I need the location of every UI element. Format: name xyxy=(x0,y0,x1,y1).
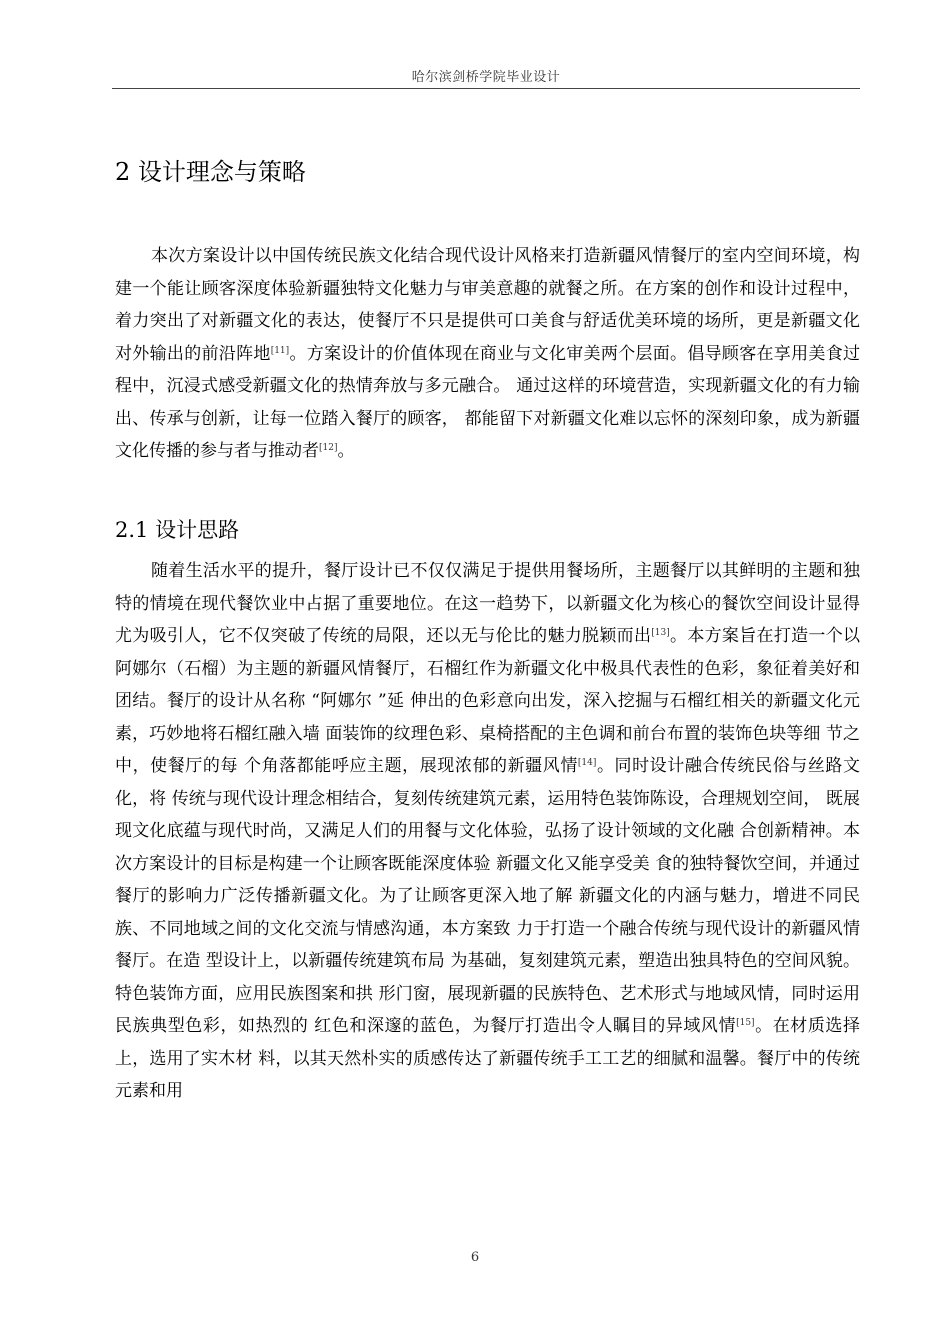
citation-ref: [11] xyxy=(270,345,290,356)
paragraph-text: 。 xyxy=(337,441,355,461)
section-heading: 2.1 设计思路 xyxy=(115,518,240,542)
citation-ref: [13] xyxy=(651,628,670,638)
paragraph-text: 。方案设计的价值体现在商业与文化审美两个层面。倡导顾客在享用美食过程中，沉浸式感受新疆文化的热情奔放与多元融合。 通过这样的环境营造，实现新疆文化的有力输出、传承与创新，让每一位踏入餐厅的顾客， 都能留下对新疆文化难以忘怀的深刻印象，成为新疆文化传播的参与者与推动者 xyxy=(115,343,861,461)
body-paragraph xyxy=(115,240,860,468)
citation-ref: [12] xyxy=(319,443,338,453)
paragraph-text: 。本方案旨在打造一个以阿娜尔（石榴）为主题的新疆风情餐厅，石榴红作为新疆文化中极具代表性的色彩，象征着美好和团结。餐厅的设计从名称 “阿娜尔 ”延 伸出的色彩意向出发，深入挖掘与石榴红相关的新疆文化元素，巧妙地将石榴红融入墙 面装饰的纹理色彩、桌椅搭配的主色调和前台布置的装饰色块等细 节之中，使餐厅的每 个角落都能呼应主题，展现浓郁的新疆风情 xyxy=(115,626,861,776)
page-number: 6 xyxy=(470,1250,480,1265)
citation-ref: [14] xyxy=(577,758,597,768)
citation-ref: [15] xyxy=(736,1018,755,1028)
chapter-heading: 2 设计理念与策略 xyxy=(115,158,306,186)
paragraph-text: 。同时设计融合传统民俗与丝路文化，将 传统与现代设计理念相结合，复刻传统建筑元素，运用特色装饰陈设，合理规划空间， 既展现文化底蕴与现代时尚，又满足人们的用餐与文化体验，弘扬了设计领域的文化融 合创新精神。本次方案设计的目标是构建一个让顾客既能深度体验 新疆文化又能享受美 食的独特餐饮空间，并通过餐厅的影响力广泛传播新疆文化。为了让顾客更深入地了解 新疆文化的内涵与魅力，增进不同民族、不同地域之间的文化交流与情感沟通，本方案致 力于打造一个融合传统与现代设计的新疆风情餐厅。在造 型设计上，以新疆传统建筑布局 为基础，复刻建筑元素，塑造出独具特色的空间风貌。特色装饰方面，应用民族图案和拱 形门窗，展现新疆的民族特色、艺术形式与地域风情，同时运用民族典型色彩，如热烈的 红色和深邃的蓝色，为餐厅打造出令人瞩目的异域风情 xyxy=(115,756,861,1036)
paragraph-text: 随着生活水平的提升，餐厅设计已不仅仅满足于提供用餐场所，主题餐厅以其鲜明的主题和独特的情境在现代餐饮业中占据了重要地位。在这一趋势下，以新疆文化为核心的餐饮空间设计显得尤为吸引人，它不仅突破了传统的局限，还以无与伦比的魅力脱颖而出 xyxy=(115,561,860,646)
body-paragraph xyxy=(115,555,860,1108)
header-rule xyxy=(112,88,860,89)
paragraph-text: 。在材质选择上，选用了实木材 料，以其天然朴实的质感传达了新疆传统手工工艺的细腻和温馨。餐厅中的传统元素和用 xyxy=(115,1016,861,1101)
paragraph-text: 本次方案设计以中国传统民族文化结合现代设计风格来打造新疆风情餐厅的室内空间环境，构建一个能让顾客深度体验新疆独特文化魅力与审美意趣的就餐之所。在方案的创作和设计过程中，着力突出了对新疆文化的表达，使餐厅不只是提供可口美食与舒适优美环境的场所，更是新疆文化对外输出的前沿阵地 xyxy=(115,246,860,364)
running-header: 哈尔滨剑桥学院毕业设计 xyxy=(411,70,561,85)
